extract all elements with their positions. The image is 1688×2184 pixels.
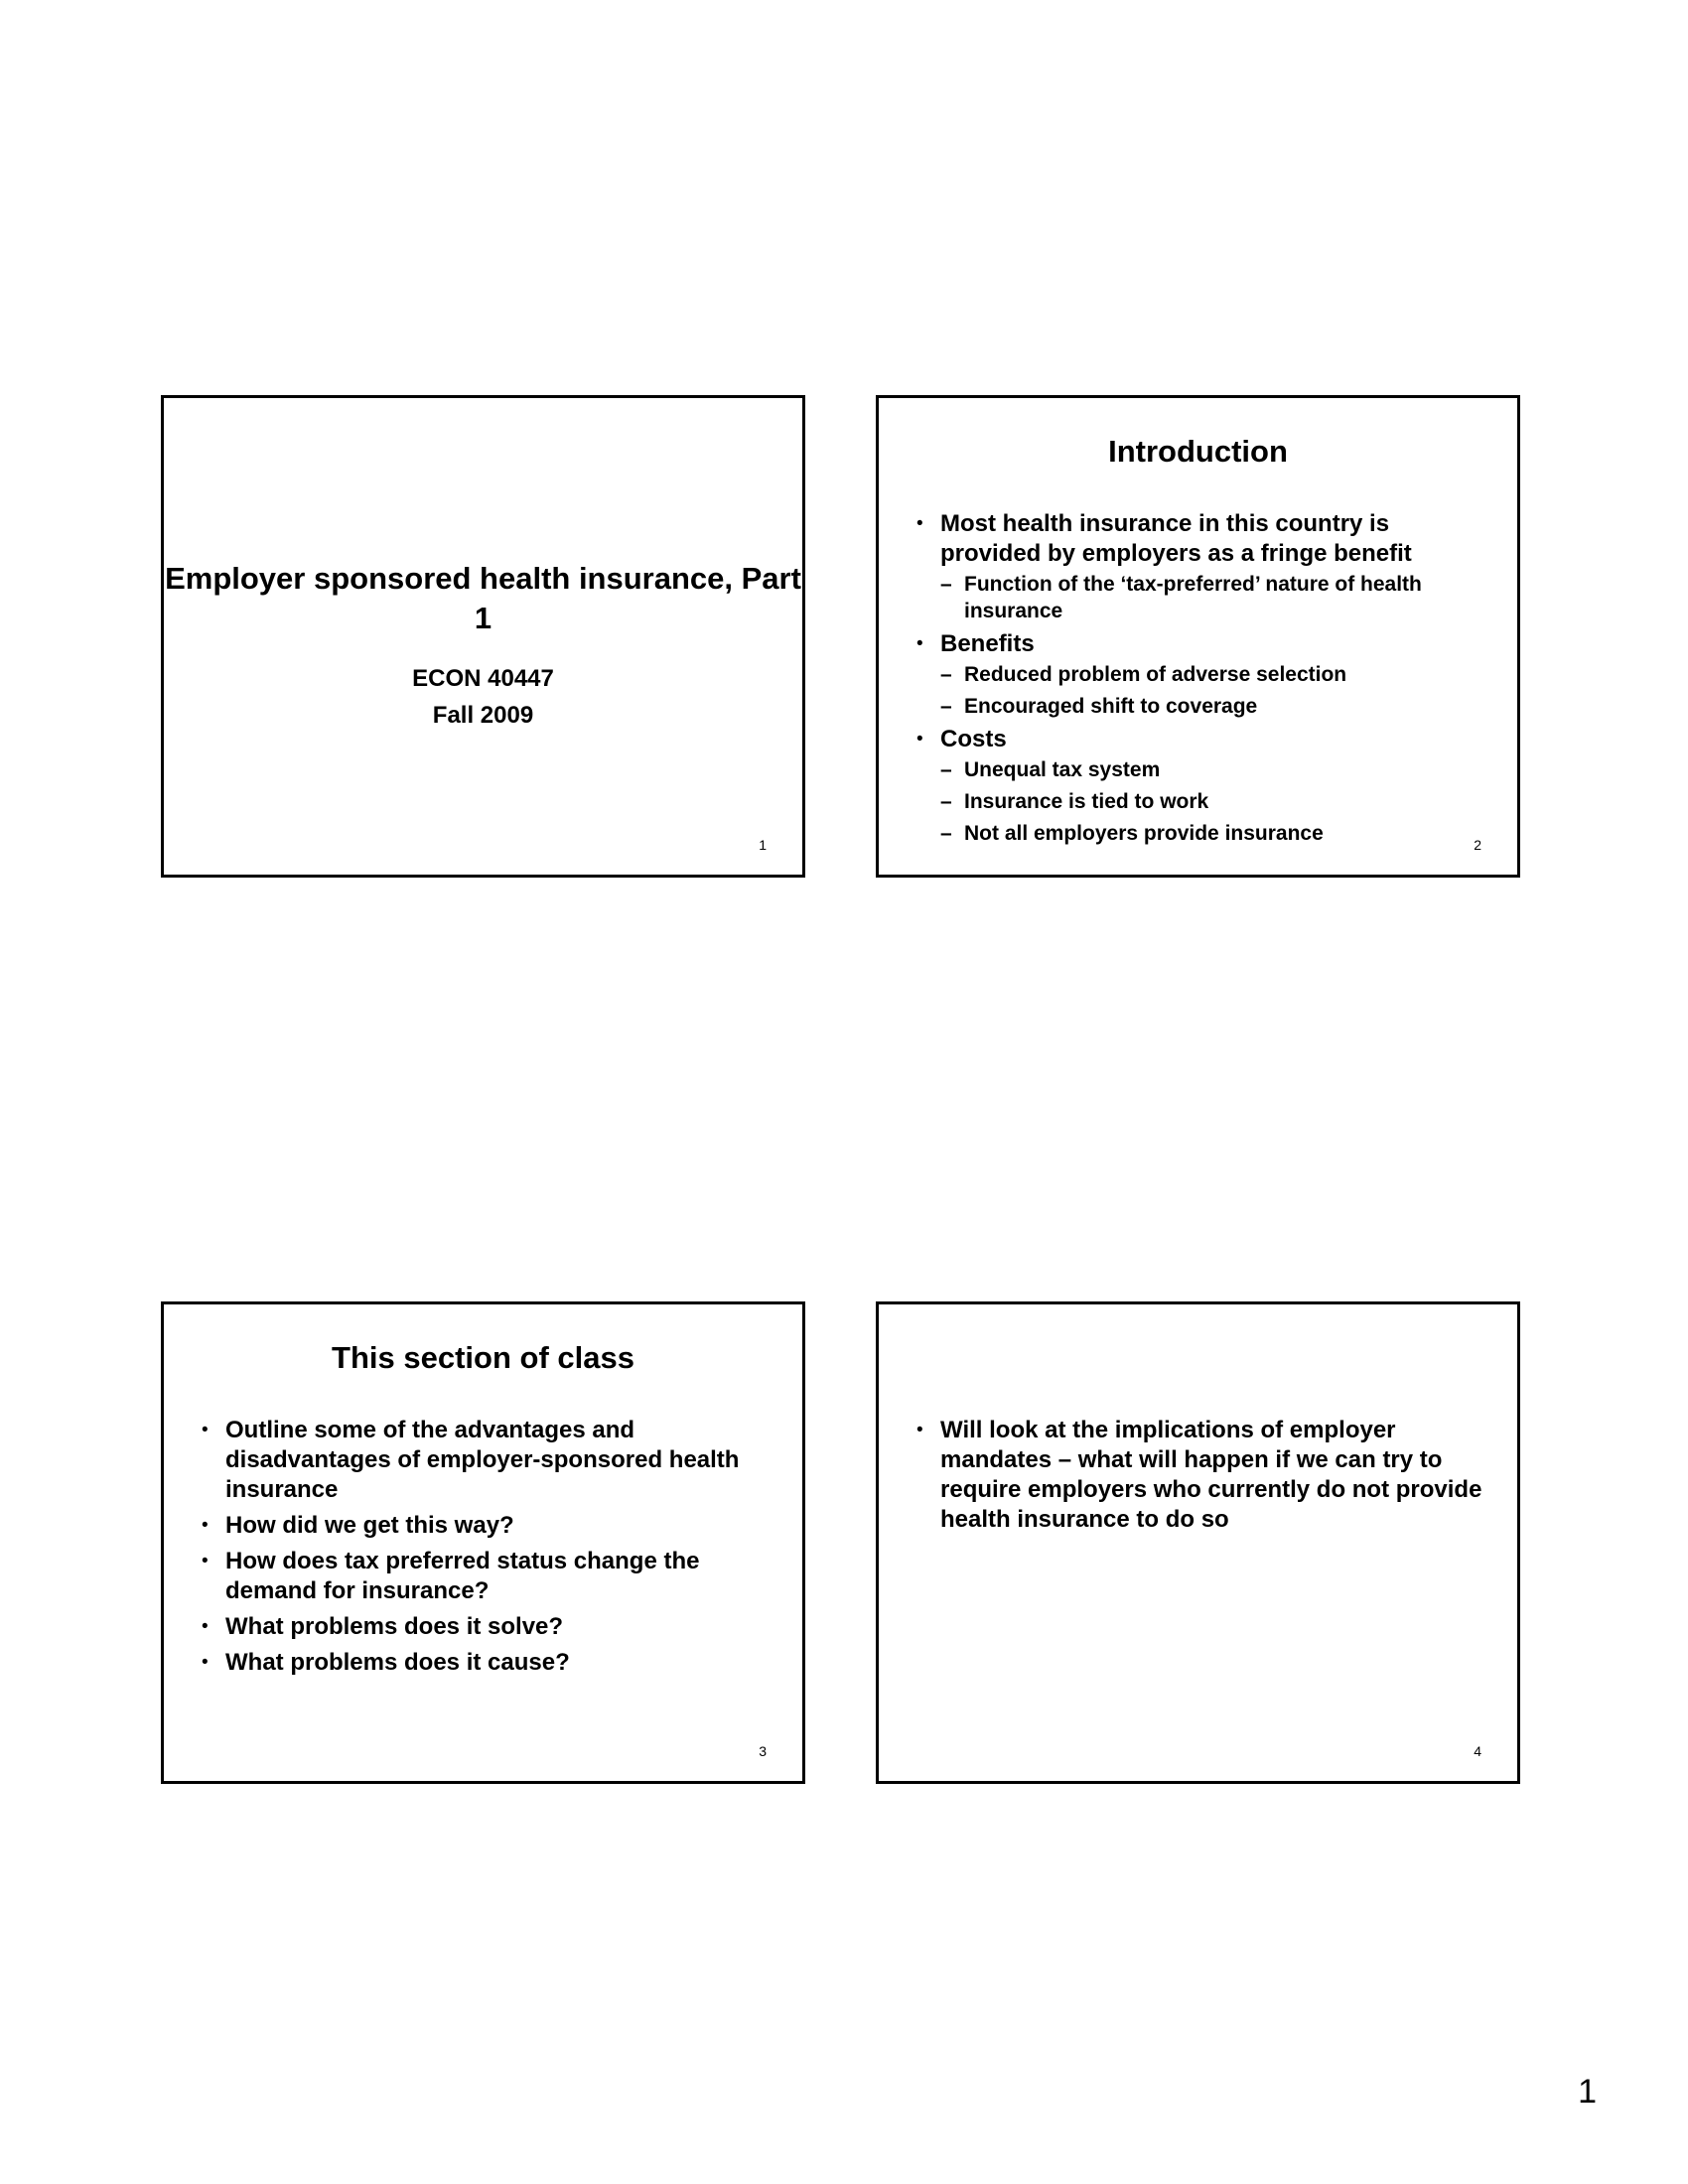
bullet-list: [916, 509, 1487, 852]
sub-bullet-item: – Encouraged shift to coverage: [940, 693, 1487, 720]
sub-bullet-item: – Reduced problem of adverse selection: [940, 661, 1487, 688]
bullet-text: Most health insurance in this country is provided by employers as a fringe benefit: [940, 510, 1412, 567]
bullet-text: Benefits: [940, 630, 1035, 657]
slide-number: 4: [1474, 1743, 1481, 1759]
sub-bullet-list: [940, 756, 1487, 847]
sub-bullet-list: [940, 571, 1487, 624]
bullet-item: • Will look at the implications of employer mandates – what will happen if we can try to require employers who currently do not provide health insurance to do so: [916, 1416, 1487, 1535]
slide-2: [876, 395, 1520, 878]
slide-4: [876, 1301, 1520, 1784]
bullet-item: [916, 629, 1487, 720]
slide-number: 3: [759, 1743, 767, 1759]
slide-1: [161, 395, 805, 878]
sub-bullet-item: – Function of the ‘tax-preferred’ nature of health insurance: [940, 571, 1487, 624]
slide-number: 2: [1474, 837, 1481, 853]
page-number: 1: [1578, 2073, 1597, 2111]
bullet-item: [916, 725, 1487, 847]
bullet-text: Costs: [940, 726, 1007, 752]
slide-subtitle: [164, 660, 802, 734]
bullet-list: [916, 1416, 1487, 1535]
slide-title: This section of class: [332, 1340, 634, 1375]
sub-bullet-item: – Unequal tax system: [940, 756, 1487, 783]
bullet-item: [916, 509, 1487, 624]
course-code: ECON 40447: [412, 665, 554, 692]
slide-title: Introduction: [1108, 434, 1288, 469]
slide-3: [161, 1301, 805, 1784]
bullet-item: • What problems does it solve?: [202, 1612, 773, 1642]
term: Fall 2009: [432, 702, 534, 729]
sub-bullet-item: – Insurance is tied to work: [940, 788, 1487, 815]
bullet-list: [202, 1416, 773, 1684]
bullet-item: • Outline some of the advantages and disadvantages of employer-sponsored health insurance: [202, 1416, 773, 1505]
sub-bullet-list: [940, 661, 1487, 720]
sub-bullet-item: – Not all employers provide insurance: [940, 820, 1487, 847]
bullet-item: • What problems does it cause?: [202, 1648, 773, 1678]
slide-number: 1: [759, 837, 767, 853]
title-block: [164, 559, 802, 734]
bullet-item: • How does tax preferred status change the demand for insurance?: [202, 1547, 773, 1606]
bullet-item: • How did we get this way?: [202, 1511, 773, 1541]
slide-title: Employer sponsored health insurance, Part 1: [165, 561, 801, 635]
